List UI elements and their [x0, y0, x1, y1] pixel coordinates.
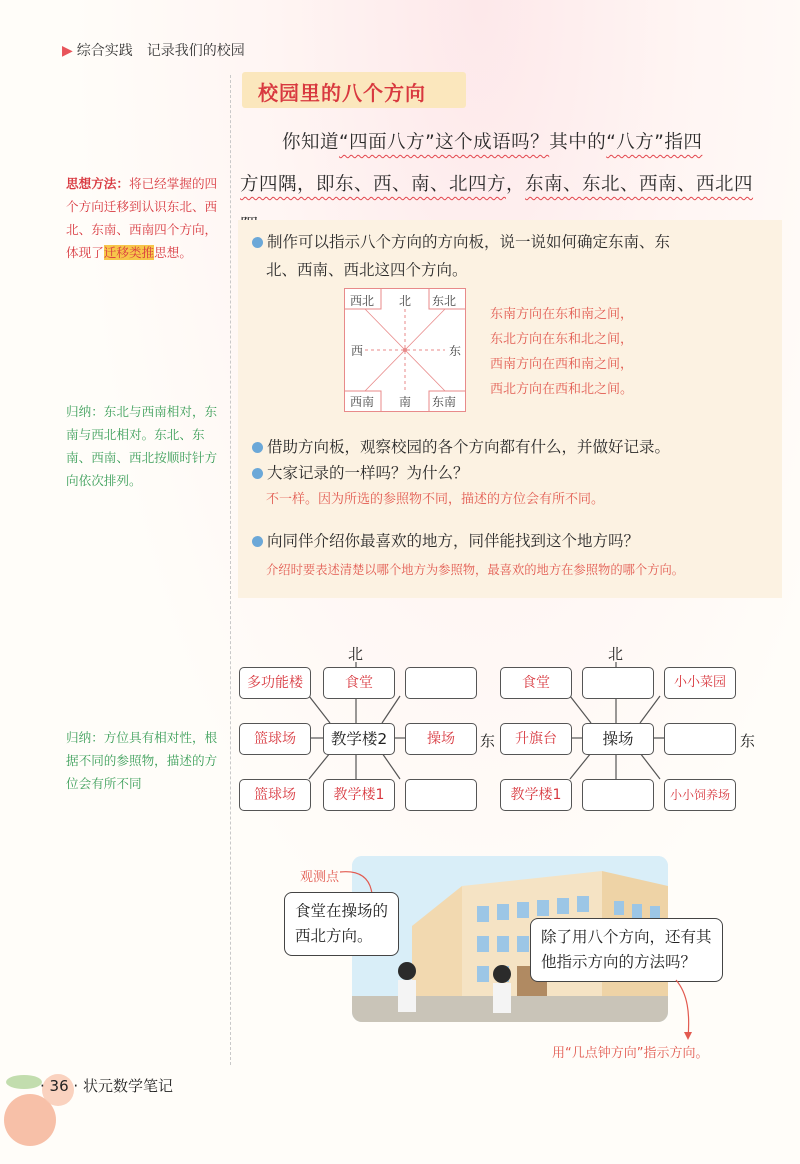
diagram1-box-center: 教学楼2 — [323, 723, 395, 755]
note-text: 方位具有相对性，根据不同的参照物，描述的方位会有所不同 — [66, 730, 218, 791]
diagram2-box-center: 操场 — [582, 723, 654, 755]
diagram1-box-s: 教学楼1 — [323, 779, 395, 811]
diagram1-east-label: 东 — [480, 732, 496, 750]
diagram1-box-n: 食堂 — [323, 667, 395, 699]
peach-decoration-icon — [0, 1030, 80, 1164]
diagram2-box-w: 升旗台 — [500, 723, 572, 755]
diagram2-box-se: 小小饲养场 — [664, 779, 736, 811]
speech-bubble-2 — [530, 918, 723, 982]
diagram1-box-e: 操场 — [405, 723, 477, 755]
compass-note: 西北方向在西和北之间。 — [490, 382, 634, 397]
page-number: · 36 · — [40, 1077, 79, 1095]
diagram1-north-label: 北 — [348, 645, 364, 663]
answer-4: 介绍时要表述清楚以哪个地方为参照物，最喜欢的地方在参照物的哪个方向。 — [266, 563, 685, 577]
intro-four-directions: 方四隅，即东、西、南、北四方 — [240, 174, 507, 195]
question-text: 借助方向板，观察校园的各个方向都有什么，并做好记录。 — [267, 438, 671, 456]
page-footer — [40, 1075, 173, 1096]
compass-label-ne: 东北 — [432, 294, 457, 308]
diagram2-box-nw: 食堂 — [500, 667, 572, 699]
intro-four-corners: 东南、东北、西南、西北四 — [525, 174, 754, 195]
question-text: 向同伴介绍你最喜欢的地方，同伴能找到这个地方吗？ — [267, 532, 640, 550]
diagram2-box-sw: 教学楼1 — [500, 779, 572, 811]
answer-3: 不一样。因为所选的参照物不同，描述的方位会有所不同。 — [266, 492, 605, 507]
triangle-icon: ▶ — [62, 43, 73, 59]
diagram1-box-w: 篮球场 — [239, 723, 311, 755]
book-title: 状元数学笔记 — [82, 1077, 173, 1095]
clock-direction-note: 用“几点钟方向”指示方向。 — [552, 1046, 709, 1061]
note-text: 思想。 — [154, 245, 192, 260]
diagram2-box-e — [664, 723, 736, 755]
note-label: 思想方法： — [66, 176, 129, 191]
question-text: 制作可以指示八个方向的方向板，说一说如何确定东南、东 — [267, 233, 671, 251]
compass-note: 西南方向在西和南之间， — [490, 357, 634, 372]
note-text: 将已经掌握的四个方向迁移到认识东北、西北、东南、西南四个方向，体现了 — [66, 176, 218, 260]
note-highlight: 迁移类推 — [103, 245, 155, 260]
compass-label-n: 北 — [399, 294, 412, 308]
diagram1-box-se — [405, 779, 477, 811]
compass-label-s: 南 — [399, 395, 412, 409]
diagram1-box-nw: 多功能楼 — [239, 667, 311, 699]
compass-label-sw: 西南 — [350, 395, 375, 409]
note-label: 归纳： — [66, 730, 104, 745]
header-subtitle: 记录我们的校园 — [146, 43, 245, 59]
header-category: 综合实践 — [76, 43, 133, 59]
note-label: 归纳： — [66, 404, 104, 419]
section-title-text: 校园里的八个方向 — [258, 81, 426, 105]
intro-quote-2: “八方”指四 — [606, 132, 703, 153]
diagram1-box-sw: 篮球场 — [239, 779, 311, 811]
bubble-text: 他指示方向的方法吗？ — [541, 953, 697, 971]
diagram2-east-label: 东 — [740, 732, 756, 750]
diagram2-box-ne: 小小菜园 — [664, 667, 736, 699]
diagram2-box-n — [582, 667, 654, 699]
note-text: 东北与西南相对，东南与西北相对。东北、东南、西南、西北按顺时针方向依次排列。 — [66, 404, 218, 488]
question-text: 大家记录的一样吗？为什么？ — [267, 464, 469, 482]
intro-text: 你知道 — [282, 132, 340, 153]
bubble-text: 食堂在操场的 — [295, 902, 389, 920]
answer-arrow-icon — [672, 978, 702, 1042]
bubble-text: 除了用八个方向，还有其 — [541, 928, 712, 946]
compass-label-se: 东南 — [432, 395, 457, 409]
compass-label-w: 西 — [351, 344, 364, 358]
intro-quote: “四面八方”这个成语吗？ — [339, 132, 550, 153]
compass-label-nw: 西北 — [350, 294, 375, 308]
diagram2-north-label: 北 — [608, 645, 624, 663]
intro-text: ， — [506, 174, 526, 195]
compass-label-e: 东 — [449, 344, 462, 358]
diagram1-box-ne — [405, 667, 477, 699]
observation-point-label: 观测点 — [300, 870, 340, 885]
speech-bubble-1 — [284, 892, 399, 956]
compass-note: 东北方向在东和北之间， — [490, 332, 634, 347]
intro-text: 其中的 — [549, 132, 607, 153]
question-text: 北、西南、西北这四个方向。 — [266, 261, 468, 279]
bubble-text: 西北方向。 — [295, 927, 373, 945]
diagram2-box-s — [582, 779, 654, 811]
compass-note: 东南方向在东和南之间， — [490, 307, 634, 322]
